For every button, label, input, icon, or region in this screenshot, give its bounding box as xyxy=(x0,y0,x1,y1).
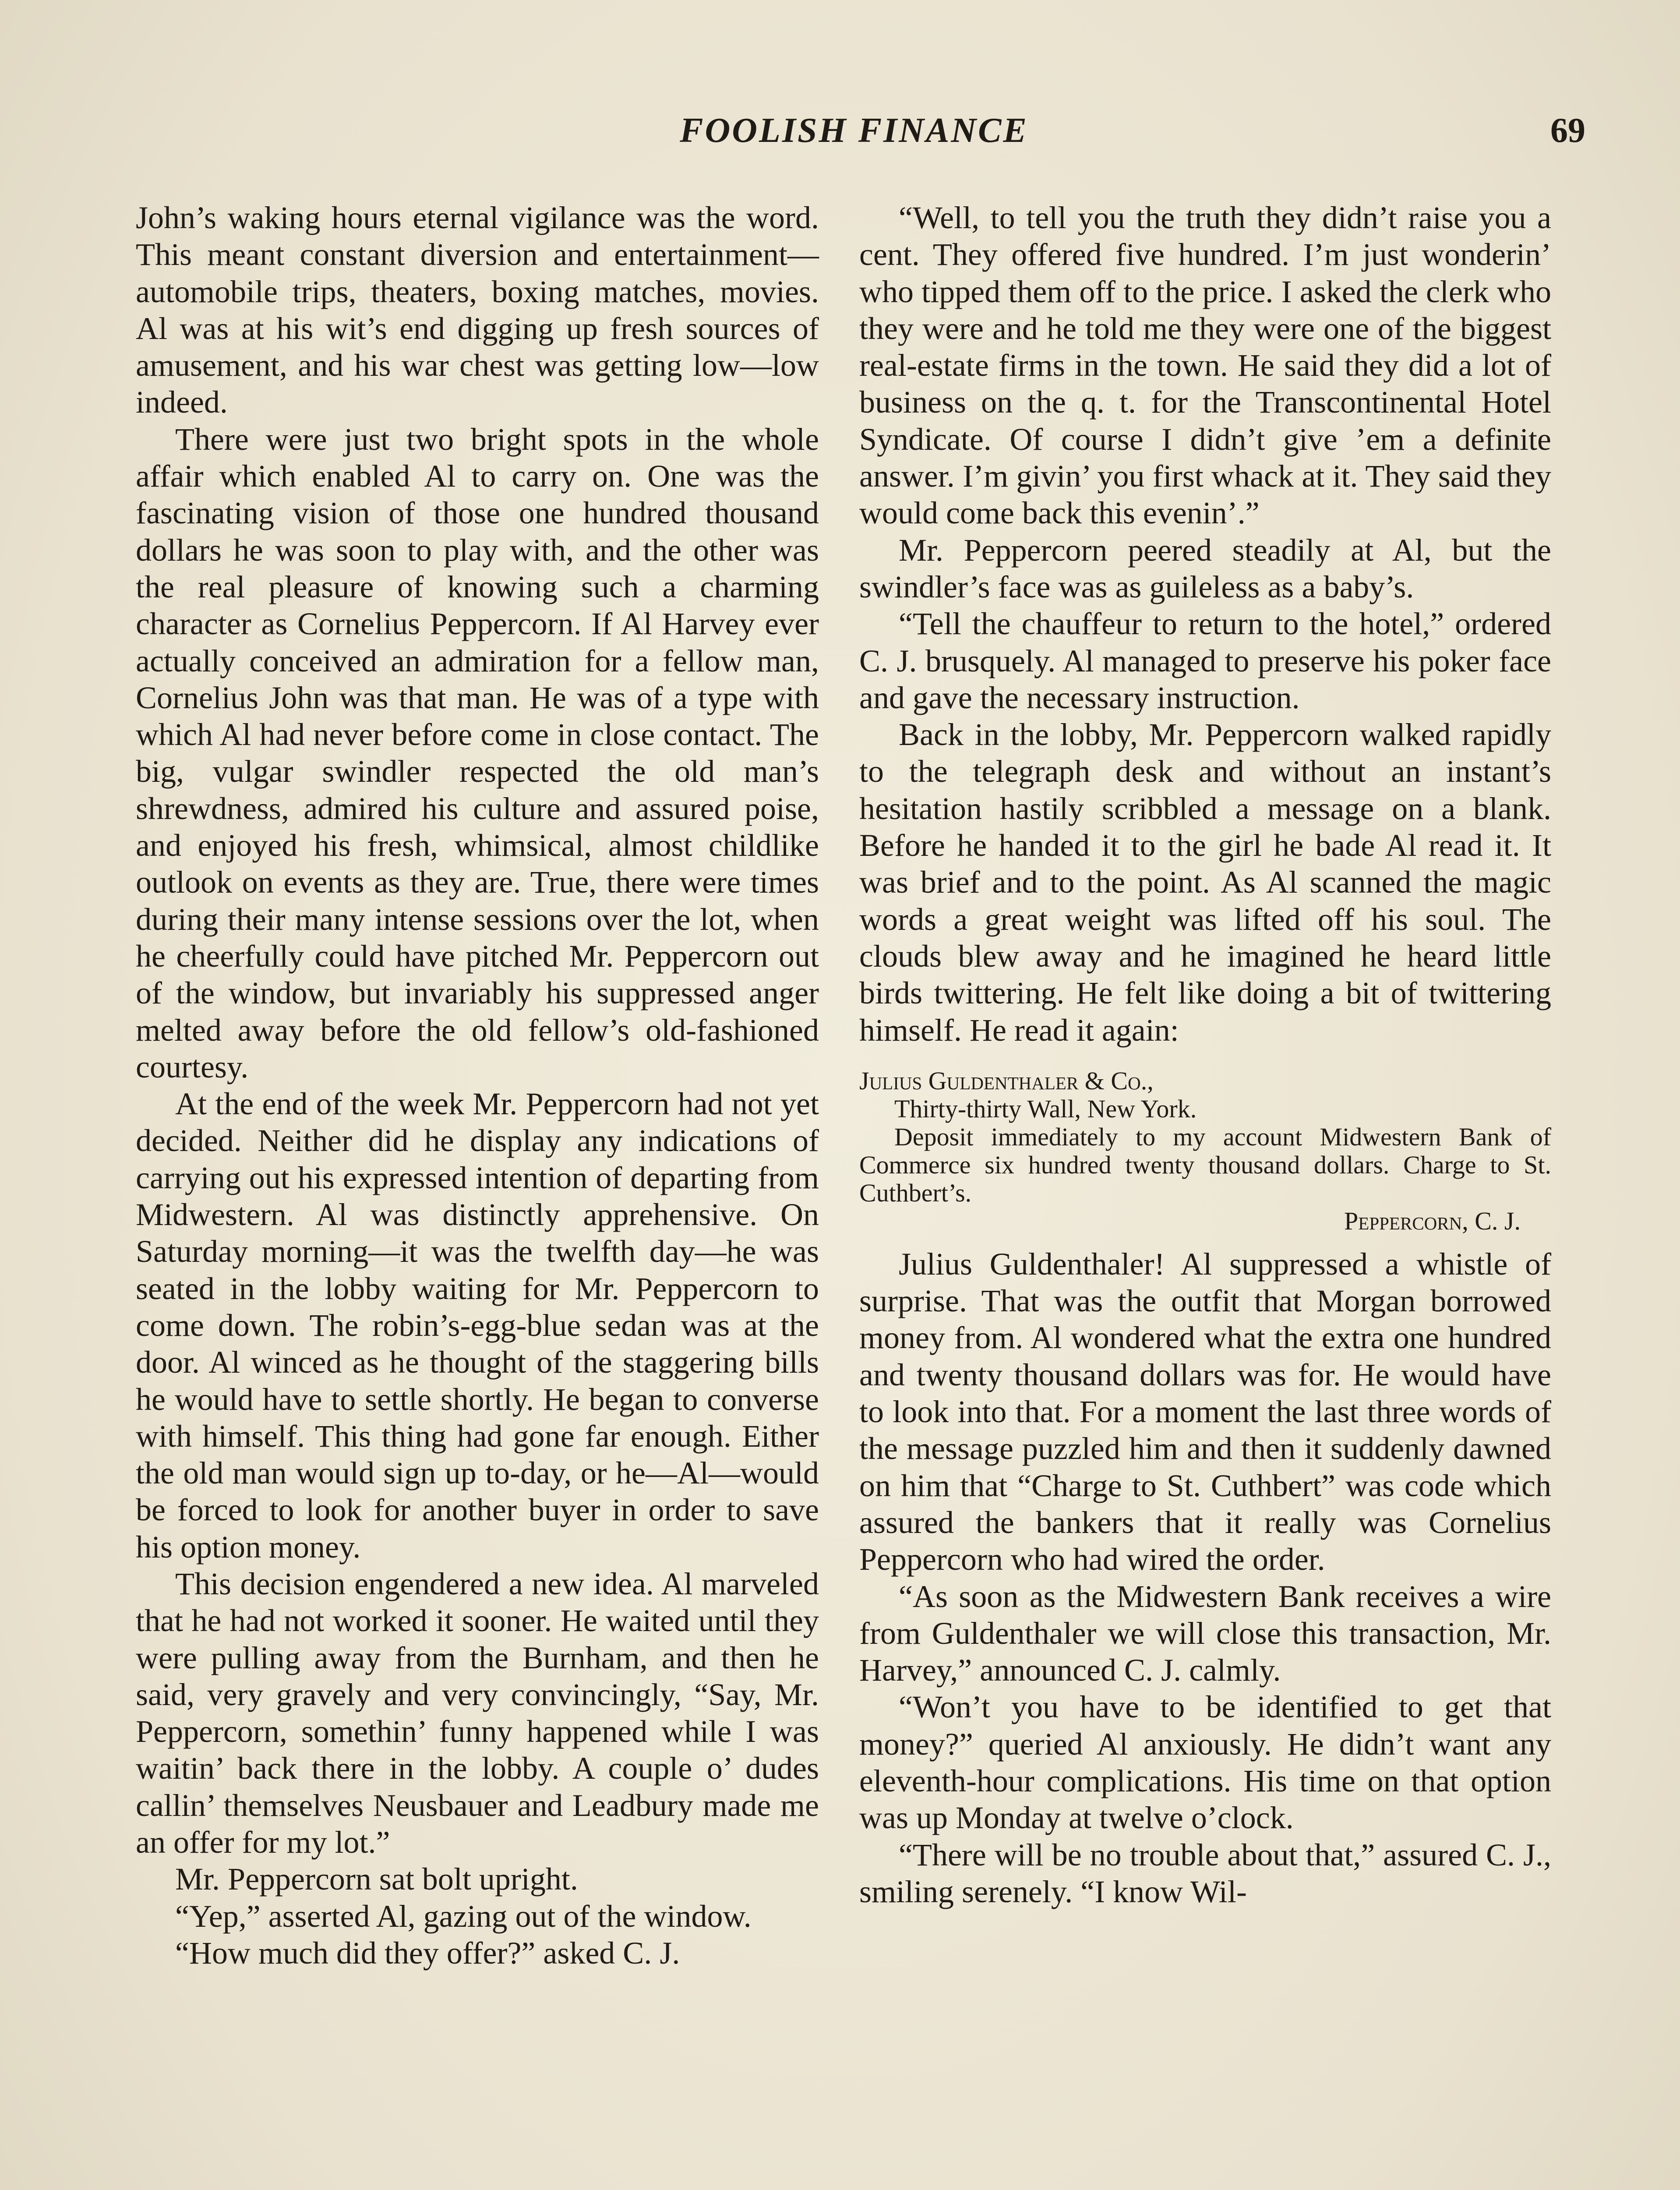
left-text-column xyxy=(136,199,819,1971)
paragraph: “Well, to tell you the truth they didn’t raise you a cent. They offered five hundred. I’m just wonderin’ who tipped them off to the price. I asked the clerk who they were and he told me they were one of the biggest real-estate firms in the town. He said they did a lot of business on the q. t. for the Transcontinental Hotel Syndicate. Of course I didn’t give ’em a definite answer. I’m givin’ you first whack at it. They said they would come back this evenin’.” xyxy=(859,200,1551,531)
paragraph: Back in the lobby, Mr. Peppercorn walked rapidly to the telegraph desk and without an instant’s hesitation hastily scribbled a message on a blank. Before he handed it to the girl he bade Al read it. It was brief and to the point. As Al scanned the magic words a great weight was lifted off his soul. The clouds blew away and he imagined he heard little birds twittering. He felt like doing a bit of twittering himself. He read it again: xyxy=(859,717,1551,1048)
paragraph: Mr. Peppercorn peered steadily at Al, but the swindler’s face was as guileless as a baby’s. xyxy=(859,532,1551,604)
paragraph: “As soon as the Midwestern Bank receives a wire from Guldenthaler we will close this transaction, Mr. Harvey,” announced C. J. calmly. xyxy=(859,1579,1551,1688)
telegram-body: Deposit immediately to my account Midwestern Bank of Commerce six hundred twenty thousand dollars. Charge to St. Cuthbert’s. xyxy=(859,1122,1551,1207)
paragraph: “Tell the chauffeur to return to the hotel,” ordered C. J. brusquely. Al managed to preserve his poker face and gave the necessary instruction. xyxy=(859,606,1551,715)
paragraph: John’s waking hours eternal vigilance was the word. This meant constant diversion and entertainment—automobile trips, theaters, boxing matches, movies. Al was at his wit’s end digging up fresh sources of amusement, and his war chest was getting low—low indeed. xyxy=(136,200,819,420)
paragraph: There were just two bright spots in the whole affair which enabled Al to carry on. One was the fascinating vision of those one hundred thousand dollars he was soon to play with, and the other was the real pleasure of knowing such a charming character as Cornelius Peppercorn. If Al Harvey ever actually conceived an admiration for a fellow man, Cornelius John was that man. He was of a type with which Al had never before come in close contact. The big, vulgar swindler respected the old man’s shrewdness, admired his culture and assured poise, and enjoyed his fresh, whimsical, almost childlike outlook on events as they are. True, there were times during their many intense sessions over the lot, when he cheerfully could have pitched Mr. Peppercorn out of the window, but invariably his suppressed anger melted away before the old fellow’s old-fashioned courtesy. xyxy=(136,421,819,1084)
paragraph: This decision engendered a new idea. Al marveled that he had not worked it sooner. He waited until they were pulling away from the Burnham, and then he said, very gravely and very convincingly, “Say, Mr. Peppercorn, somethin’ funny happened while I was waitin’ back there in the lobby. A couple o’ dudes callin’ themselves Neusbauer and Leadbury made me an offer for my lot.” xyxy=(136,1566,819,1860)
paragraph: At the end of the week Mr. Peppercorn had not yet decided. Neither did he display any indications of carrying out his expressed intention of departing from Midwestern. Al was distinctly apprehensive. On Saturday morning—it was the twelfth day—he was seated in the lobby waiting for Mr. Peppercorn to come down. The robin’s-egg-blue sedan was at the door. Al winced as he thought of the staggering bills he would have to settle shortly. He began to converse with himself. This thing had gone far enough. Either the old man would sign up to-day, or he—Al—would be forced to look for another buyer in order to save his option money. xyxy=(136,1086,819,1565)
right-text-column xyxy=(859,199,1551,1910)
page-number: 69 xyxy=(1550,111,1585,150)
paragraph: “There will be no trouble about that,” assured C. J., smiling serenely. “I know Wil- xyxy=(859,1837,1551,1909)
paragraph: Julius Guldenthaler! Al suppressed a whistle of surprise. That was the outfit that Morgan borrowed money from. Al wondered what the extra one hundred and twenty thousand dollars was for. He would have to look into that. For a moment the last three words of the message puzzled him and then it suddenly dawned on him that “Charge to St. Cuthbert” was code which assured the bankers that it really was Cornelius Peppercorn who had wired the order. xyxy=(859,1246,1551,1577)
telegram-addressee: Julius Guldenthaler & Co., xyxy=(859,1066,1154,1095)
telegram-message xyxy=(859,1067,1551,1235)
paragraph: “How much did they offer?” asked C. J. xyxy=(175,1935,680,1971)
paragraph: “Yep,” asserted Al, gazing out of the window. xyxy=(175,1898,752,1934)
running-header-title: FOOLISH FINANCE xyxy=(680,111,1028,150)
telegram-signature: Peppercorn, C. J. xyxy=(1344,1206,1521,1235)
telegram-address: Thirty-thirty Wall, New York. xyxy=(894,1094,1197,1123)
paragraph: Mr. Peppercorn sat bolt upright. xyxy=(175,1862,578,1897)
paragraph: “Won’t you have to be identified to get that money?” queried Al anxiously. He didn’t want any eleventh-hour complications. His time on that option was up Monday at twelve o’clock. xyxy=(859,1689,1551,1836)
